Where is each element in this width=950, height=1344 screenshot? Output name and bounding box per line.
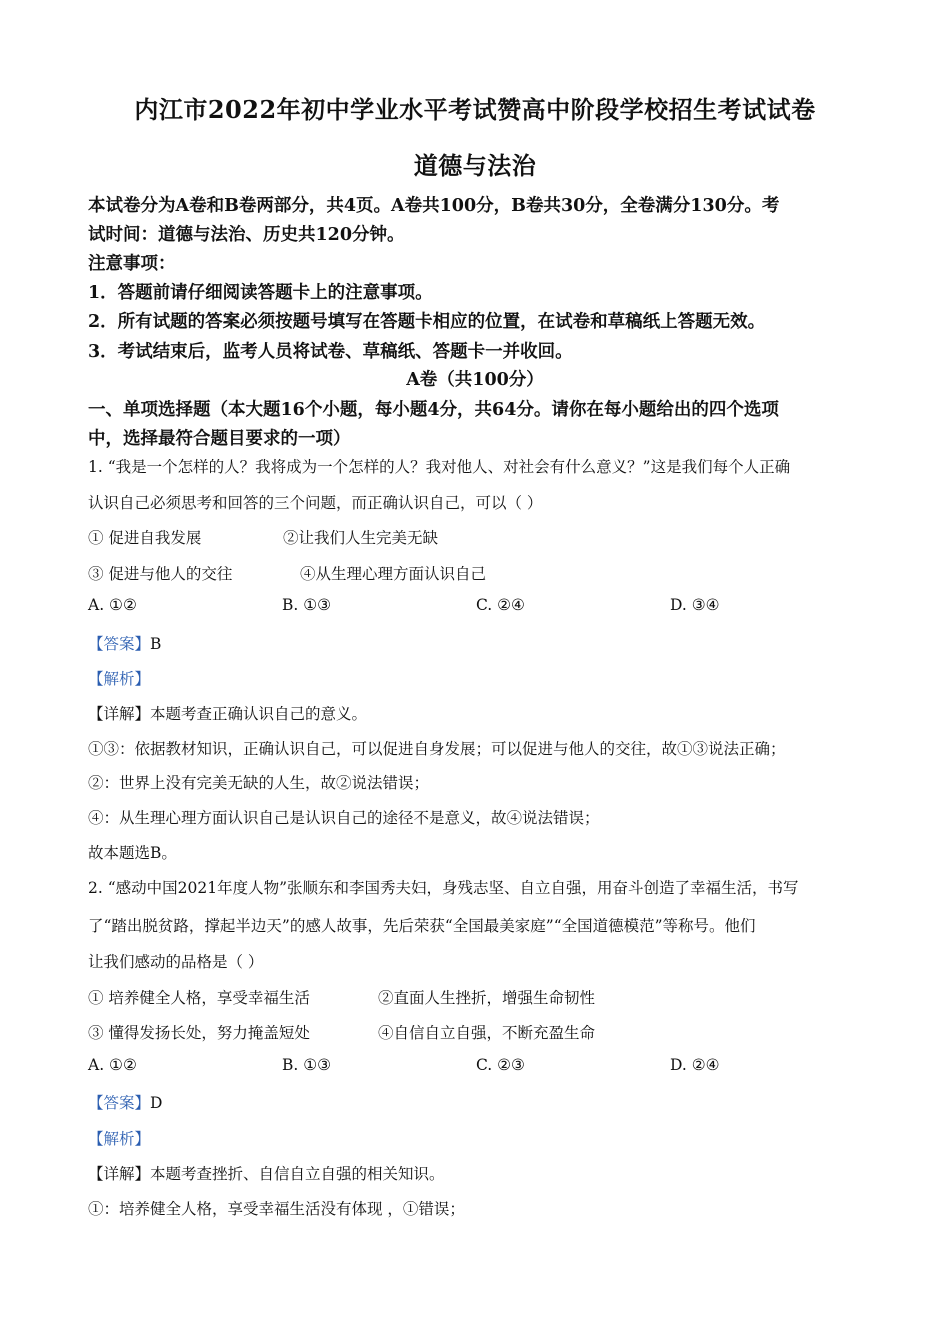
q2-item-4: ④自信自立自强，不断充盈生命 [378,1024,596,1042]
note-item-1: 1．答题前请仔细阅读答题卡上的注意事项。 [88,283,433,303]
q2-stem-line-3: 让我们感动的品格是（ ） [88,953,264,971]
q2-detail-text: 本题考查挫折、自信自立自强的相关知识。 [150,1165,445,1183]
part-heading-line-2: 中，选择最符合题目要求的一项） [88,429,351,449]
q1-analysis-line-1: ①③：依据教材知识，正确认识自己，可以促进自身发展；可以促进与他人的交往，故①③说法正确； [88,740,786,758]
q2-answer [88,1091,162,1113]
answer-tag: 【答案】 [88,635,151,653]
note-item-2: 2．所有试题的答案必须按题号填写在答题卡相应的位置，在试卷和草稿纸上答题无效。 [88,312,766,332]
q1-choice-b: B. ①③ [282,596,332,614]
q1-choice-c: C. ②④ [476,596,525,614]
q2-choice-b: B. ①③ [282,1056,332,1074]
intro-line-1: 本试卷分为A卷和B卷两部分，共4页。A卷共100分，B卷共30分，全卷满分130分。考 [88,196,780,216]
exam-title: 内江市2022年初中学业水平考试赞高中阶段学校招生考试试卷 [134,95,816,124]
q1-stem-line-1: 1. “我是一个怎样的人？我将成为一个怎样的人？我对他人、对社会有什么意义？”这是我们每个人正确 [88,458,791,476]
q2-analysis-tag: 【解析】 [88,1130,151,1148]
q2-item-3: ③ 懂得发扬长处，努力掩盖短处 [88,1024,310,1042]
q1-conclusion: 故本题选B。 [88,844,177,862]
q2-choice-a: A. ①② [88,1056,137,1074]
intro-line-2: 试时间：道德与法治、历史共120分钟。 [88,225,405,245]
detail-tag: 【详解】 [88,705,151,723]
note-item-3: 3．考试结束后，监考人员将试卷、草稿纸、答题卡一并收回。 [88,342,573,362]
q1-answer-value: B [150,635,162,653]
q1-detail [88,702,367,724]
detail-tag: 【详解】 [88,1165,151,1183]
q1-choice-d: D. ③④ [670,596,720,614]
q1-detail-text: 本题考查正确认识自己的意义。 [150,705,368,723]
q1-analysis-line-2: ②：世界上没有完美无缺的人生，故②说法错误； [88,774,430,792]
q2-answer-value: D [150,1094,163,1112]
q1-item-4: ④从生理心理方面认识自己 [300,565,487,583]
q1-item-1: ① 促进自我发展 [88,529,202,547]
q2-stem-line-2: 了“踏出脱贫路，撑起半边天”的感人故事，先后荣获“全国最美家庭”“全国道德模范”等称号。他们 [88,917,756,935]
q2-choice-d: D. ②④ [670,1056,720,1074]
q1-analysis-line-3: ④：从生理心理方面认识自己是认识自己的途径不是意义，故④说法错误； [88,809,600,827]
q1-analysis-tag: 【解析】 [88,670,151,688]
q1-item-2: ②让我们人生完美无缺 [283,529,439,547]
answer-tag: 【答案】 [88,1094,151,1112]
q2-choice-c: C. ②③ [476,1056,525,1074]
part-heading-line-1: 一、单项选择题（本大题16个小题，每小题4分，共64分。请你在每小题给出的四个选项 [88,400,779,420]
q1-choice-a: A. ①② [88,596,137,614]
q1-item-3: ③ 促进与他人的交往 [88,565,233,583]
q2-analysis-line-1: ①：培养健全人格，享受幸福生活没有体现 ，①错误； [88,1200,465,1218]
section-title: A卷（共100分） [406,370,544,390]
q2-item-1: ① 培养健全人格，享受幸福生活 [88,989,310,1007]
notes-title: 注意事项： [88,254,176,274]
q1-stem-line-2: 认识自己必须思考和回答的三个问题，而正确认识自己，可以（ ） [88,494,543,512]
q1-answer [88,632,161,654]
q2-stem-line-1: 2. “感动中国2021年度人物”张顺东和李国秀夫妇，身残志坚、自立自强，用奋斗创造了幸福生活，书写 [88,879,799,897]
subject-title: 道德与法治 [413,151,537,180]
q2-item-2: ②直面人生挫折，增强生命韧性 [378,989,596,1007]
q2-detail [88,1162,445,1184]
